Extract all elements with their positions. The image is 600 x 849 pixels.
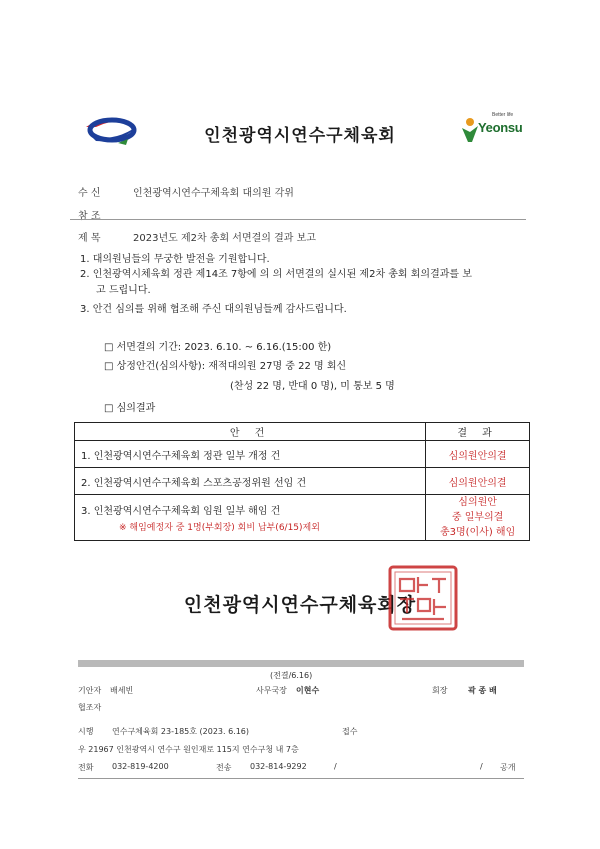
recipient-label: 수 신 xyxy=(78,188,101,199)
enforcement-label: 시행 xyxy=(78,727,94,736)
subject-label: 제 목 xyxy=(78,233,101,244)
disclosure-label: 공개 xyxy=(500,763,516,772)
drafter-label: 기안자 xyxy=(78,686,102,695)
yeonsu-brand-logo xyxy=(460,112,523,146)
subject-value: 2023년도 제2차 총회 서면결의 결과 보고 xyxy=(133,233,316,244)
agenda-header: 안 건 xyxy=(75,423,426,441)
voting-period: □ 서면결의 기간: 2023. 6.10. ~ 6.16.(15:00 한) xyxy=(104,342,332,353)
footer-divider xyxy=(78,660,524,667)
brand-tagline: Better life xyxy=(492,112,514,118)
paragraph-3: 3. 안건 심의를 위해 협조해 주신 대의원님들께 감사드립니다. xyxy=(80,304,347,315)
table-header-row xyxy=(75,423,530,441)
reference-label: 참 조 xyxy=(78,211,101,222)
footer-rule xyxy=(78,778,524,779)
phone-number: 032-819-4200 xyxy=(112,762,169,771)
signatory-title: 인천광역시연수구체육회장 xyxy=(183,594,417,616)
paragraph-2-cont: 고 드립니다. xyxy=(96,285,151,296)
organization-title: 인천광역시연수구체육회 xyxy=(204,126,396,146)
result-line: 총3명(이사) 해임 xyxy=(439,527,516,538)
agenda-cell: 2. 인천광역시연수구체육회 스포츠공정위원 선임 건 xyxy=(75,468,426,495)
result-header: 결 과 xyxy=(426,423,530,441)
paragraph-2: 2. 인천광역시체육회 정관 제14조 7항에 의 의 서면결의 실시된 제2차 총회 회의결과를 보 xyxy=(80,269,472,280)
paragraph-1: 1. 대의원님들의 무궁한 발전을 기원합니다. xyxy=(80,254,270,265)
result-cell: 심의원안의결 xyxy=(426,441,530,468)
result-line: 중 일부의결 xyxy=(451,512,504,523)
agenda-cell xyxy=(75,495,426,541)
approval-date: (전결/6.16) xyxy=(270,671,313,680)
result-cell: 심의원안의결 xyxy=(426,468,530,495)
agenda-note: ※ 해임예정자 중 1명(부회장) 회비 납부(6/15)제외 xyxy=(119,523,320,533)
result-cell xyxy=(426,495,530,541)
enforcement-value: 연수구체육회 23-185호 (2023. 6.16) xyxy=(112,727,250,736)
president-label: 회장 xyxy=(432,686,448,695)
table-row xyxy=(75,495,530,541)
recipient-value: 인천광역시연수구체육회 대의원 각위 xyxy=(133,188,294,199)
postal-address: 우 21967 인천광역시 연수구 원인재로 115지 연수구청 내 7층 xyxy=(78,745,299,754)
review-result-heading: □ 심의결과 xyxy=(104,403,156,414)
secretary-name: 이현수 xyxy=(296,686,320,695)
table-row xyxy=(75,441,530,468)
vote-tally: (찬성 22 명, 반대 0 명), 미 통보 5 명 xyxy=(230,381,395,392)
agenda-summary: □ 상정안건(심의사항): 재적대의원 27명 중 22 명 회신 xyxy=(104,361,347,372)
result-table xyxy=(74,422,530,541)
result-line: 심의원안 xyxy=(458,497,497,508)
brand-wordmark: Yeonsu xyxy=(478,120,523,135)
phone-label: 전화 xyxy=(78,763,94,772)
fax-number: 032-814-9292 xyxy=(250,762,307,771)
brand-figure-icon xyxy=(460,116,480,144)
president-name: 곽 종 배 xyxy=(468,686,497,695)
agenda-text: 3. 인천광역시연수구체육회 임원 일부 해임 건 xyxy=(81,506,281,517)
header-divider xyxy=(70,219,526,220)
table-row xyxy=(75,468,530,495)
official-seal xyxy=(388,565,458,631)
separator-slash: / xyxy=(334,762,337,771)
agenda-cell: 1. 인천광역시연수구체육회 정관 일부 개정 건 xyxy=(75,441,426,468)
separator-slash: / xyxy=(480,762,483,771)
receipt-label: 접수 xyxy=(342,727,358,736)
fax-label: 전송 xyxy=(216,763,232,772)
secretary-label: 사무국장 xyxy=(256,686,287,695)
cooperator-label: 협조자 xyxy=(78,703,102,712)
drafter-name: 배세빈 xyxy=(110,686,134,695)
